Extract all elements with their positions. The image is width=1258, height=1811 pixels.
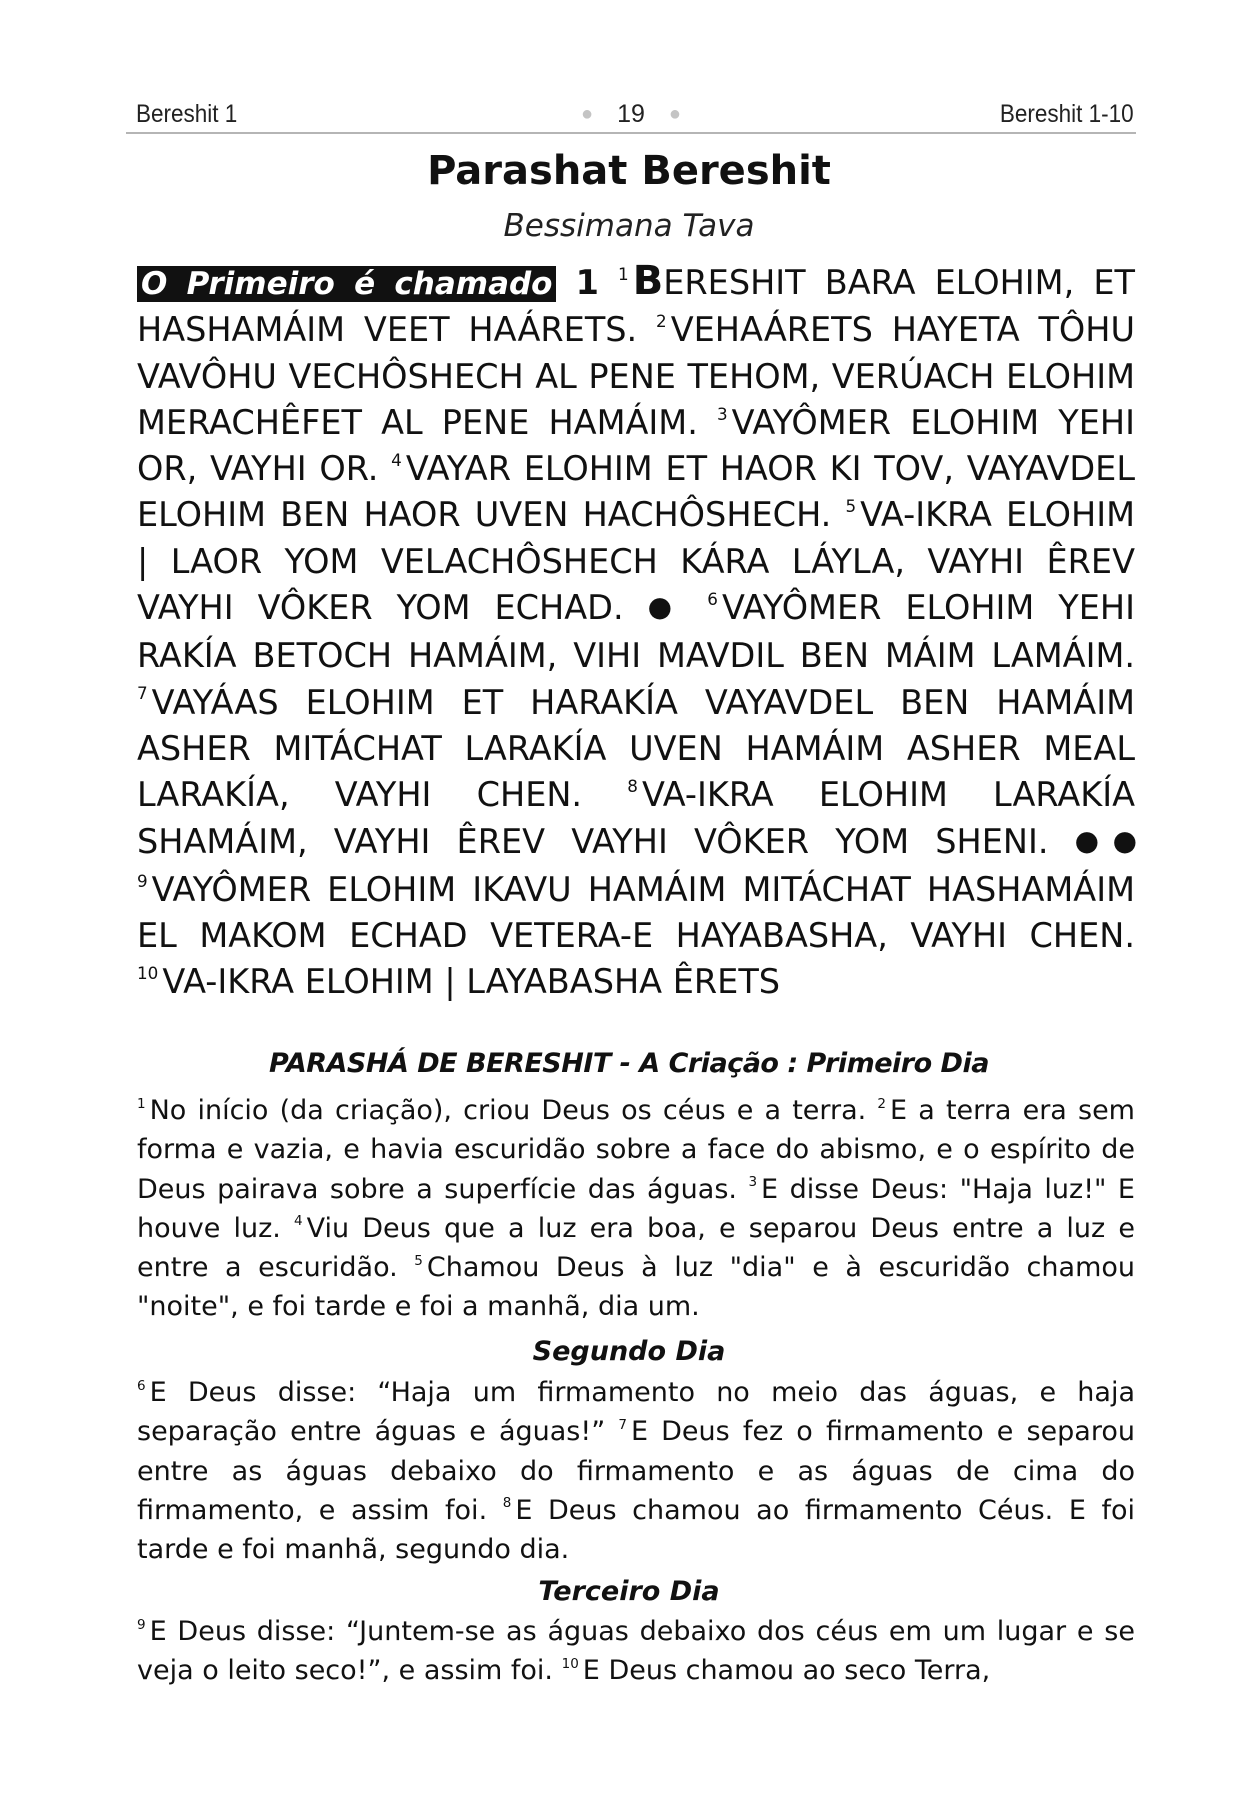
translation-paragraph-day-two bbox=[137, 1373, 1135, 1569]
verse-text: E disse Deus: "Haja luz!" E houve luz. bbox=[137, 1173, 1135, 1244]
section-heading-day-three: Terceiro Dia bbox=[538, 1576, 720, 1607]
verse-text: ERESHIT BARA ELOHIM, ET HASHAMÁIM VEET HAÁRETS. bbox=[137, 263, 1135, 350]
header-chapter-range: Bereshit 1-10 bbox=[1000, 100, 1134, 128]
verse-text: VA-IKRA ELOHIM | LAYABASHA ÊRETS bbox=[162, 962, 781, 1002]
verse-number: 8 bbox=[502, 1495, 512, 1512]
verse-text: Viu Deus que a luz era boa, e separou Deus entre a luz e entre a escuridão. bbox=[137, 1212, 1135, 1284]
verse-number: 10 bbox=[137, 963, 159, 984]
verse-number: 8 bbox=[627, 776, 638, 797]
verse-text: VA-IKRA ELOHIM LARAKÍA SHAMÁIM, VAYHI ÊREV VAYHI VÔKER YOM SHENI. bbox=[137, 775, 1135, 861]
section-marker-icon: ●● bbox=[1074, 823, 1135, 857]
verse-text: VAYÔMER ELOHIM YEHI RAKÍA BETOCH HAMÁIM, VIHI MAVDIL BEN MÁIM LAMÁIM. bbox=[137, 588, 1135, 676]
verse-text: E Deus disse: “Haja um firmamento no meio das águas, e haja separação entre águas e águas!” bbox=[137, 1377, 1135, 1448]
translation-paragraph-day-three bbox=[137, 1612, 1135, 1691]
running-header bbox=[126, 98, 1136, 134]
verse-number: 9 bbox=[137, 870, 148, 891]
aliyah-call-label: O Primeiro é chamado bbox=[137, 266, 556, 302]
section-heading-day-two: Segundo Dia bbox=[532, 1336, 726, 1367]
verse-number: 9 bbox=[137, 1616, 146, 1633]
transliteration-paragraph bbox=[137, 258, 1135, 1006]
verse-text: VAYÔMER ELOHIM IKAVU HAMÁIM MITÁCHAT HASHAMÁIM EL MAKOM ECHAD VETERA-E HAYABASHA, VAYHI CHEN. bbox=[137, 869, 1135, 956]
header-page-number-group bbox=[126, 100, 1136, 129]
header-chapter-left: Bereshit 1 bbox=[136, 100, 238, 128]
page-subtitle: Bessimana Tava bbox=[503, 208, 755, 244]
verse-number: 4 bbox=[391, 449, 402, 470]
section-marker-icon: ● bbox=[647, 590, 684, 624]
verse-number: 1 bbox=[137, 1095, 146, 1112]
verse-text: E Deus chamou ao firmamento Céus. E foi tarde e foi manhã, segundo dia. bbox=[137, 1494, 1135, 1566]
verse-number: 4 bbox=[294, 1213, 303, 1230]
verse-number: 1 bbox=[618, 263, 629, 284]
page-number: 19 bbox=[617, 100, 645, 128]
verse-text: Chamou Deus à luz "dia" e à escuridão chamou "noite", e foi tarde e foi a manhã, dia um. bbox=[137, 1252, 1135, 1323]
verse-text: VEHAÁRETS HAYETA TÔHU VAVÔHU VECHÔSHECH AL PENE TEHOM, VERÚACH ELOHIM MERACHÊFET AL PENE HAMÁIM. bbox=[137, 310, 1135, 442]
verse-number: 3 bbox=[748, 1174, 758, 1191]
verse-number: 2 bbox=[877, 1095, 887, 1112]
verse-text: No início (da criação), criou Deus os céus e a terra. bbox=[149, 1095, 867, 1126]
verse-number: 7 bbox=[137, 683, 148, 704]
verse-number: 2 bbox=[656, 311, 667, 332]
verse-text: VAYÁAS ELOHIM ET HARAKÍA VAYAVDEL BEN HAMÁIM ASHER MITÁCHAT LARAKÍA UVEN HAMÁIM ASHER MEAL LARAKÍA, VAYHI CHEN. bbox=[137, 682, 1135, 815]
verse-text: E Deus chamou ao seco Terra, bbox=[582, 1655, 991, 1687]
verse-text: E Deus disse: “Juntem-se as águas debaixo dos céus em um lugar e se veja o leito seco!”, e assim foi. bbox=[137, 1616, 1135, 1687]
verse-number: 5 bbox=[845, 496, 857, 517]
verse-number: 6 bbox=[137, 1377, 146, 1394]
verse-text: VAYAR ELOHIM ET HAOR KI TOV, VAYAVDEL ELOHIM BEN HAOR UVEN HACHÔSHECH. bbox=[137, 449, 1135, 535]
verse-text: E Deus fez o firmamento e separou entre as águas debaixo do firmamento e as águas de cima do firmamento, e assim foi. bbox=[137, 1416, 1135, 1526]
chapter-number: 1 bbox=[575, 263, 599, 302]
verse-number: 6 bbox=[707, 588, 718, 609]
translation-paragraph-day-one bbox=[137, 1091, 1135, 1327]
verse-number: 10 bbox=[561, 1655, 579, 1672]
page-title: Parashat Bereshit bbox=[427, 148, 831, 194]
verse-number: 5 bbox=[414, 1252, 423, 1269]
verse-number: 7 bbox=[618, 1416, 627, 1433]
verse-text: VAYÔMER ELOHIM YEHI OR, VAYHI OR. bbox=[137, 402, 1135, 489]
bullet-icon: ● bbox=[581, 103, 594, 125]
verse-text: E a terra era sem forma e vazia, e havia escuridão sobre a face do abismo, e o espírito de Deus pairava sobre a superfície das águas. bbox=[137, 1095, 1135, 1205]
verse-number: 3 bbox=[716, 403, 728, 424]
bullet-icon: ● bbox=[668, 103, 681, 125]
section-heading-day-one: PARASHÁ DE BERESHIT - A Criação : Primeiro Dia bbox=[269, 1048, 989, 1079]
verse-text: VA-IKRA ELOHIM | LAOR YOM VELACHÔSHECH KÁRA LÁYLA, VAYHI ÊREV VAYHI VÔKER YOM ECHAD. bbox=[137, 495, 1136, 628]
initial-capital: B bbox=[632, 258, 664, 304]
